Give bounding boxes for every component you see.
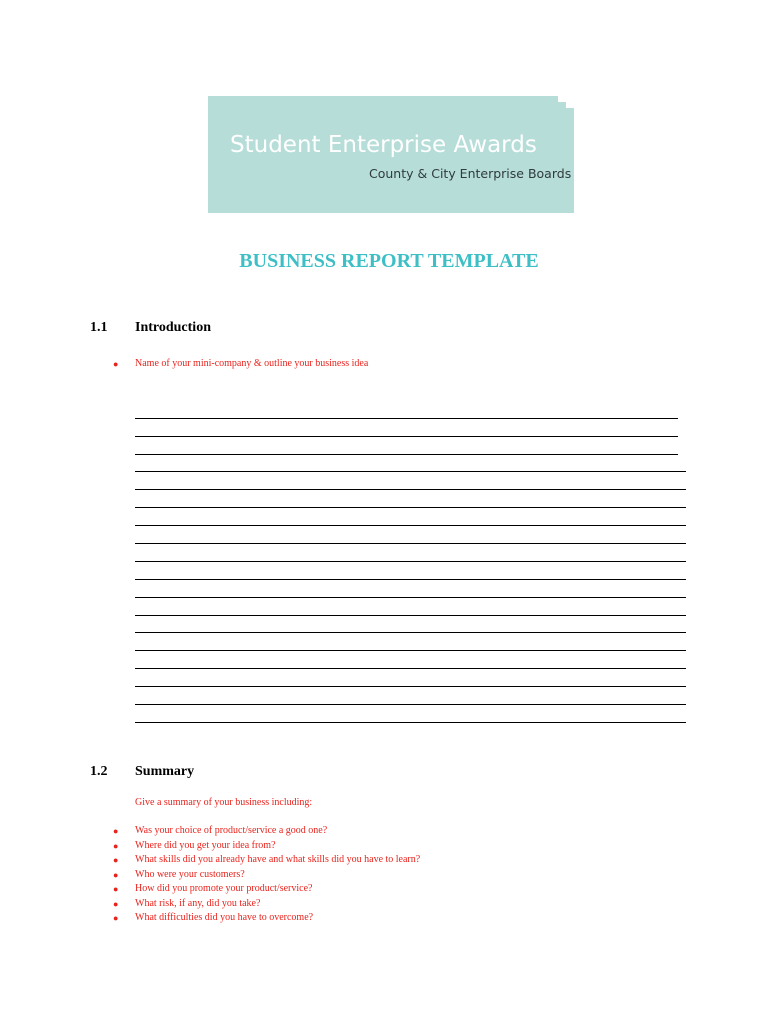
section-number-introduction: 1.1 xyxy=(90,320,108,335)
answer-line xyxy=(135,561,686,562)
answer-line xyxy=(135,615,686,616)
list-item xyxy=(113,853,420,868)
summary-prompt: Give a summary of your business including: xyxy=(135,797,313,808)
list-item xyxy=(113,868,420,883)
section-number-summary: 1.2 xyxy=(90,764,108,779)
answer-line xyxy=(135,686,686,687)
answer-line xyxy=(135,525,686,526)
bullet-text: Where did you get your idea from? xyxy=(135,839,276,851)
bullet-icon: ● xyxy=(113,913,119,923)
bullet-text: Name of your mini-company & outline your business idea xyxy=(135,358,369,369)
list-item xyxy=(113,839,420,854)
student-enterprise-awards-logo xyxy=(208,96,574,213)
logo-title: Student Enterprise Awards xyxy=(230,132,537,158)
bullet-icon: ● xyxy=(113,826,119,836)
section-title-introduction: Introduction xyxy=(135,320,211,335)
bullet-text: What difficulties did you have to overcome? xyxy=(135,912,314,923)
bullet-icon: ● xyxy=(113,898,119,909)
bullet-icon: ● xyxy=(113,869,119,880)
answer-line xyxy=(135,436,678,437)
answer-line xyxy=(135,722,686,723)
answer-line xyxy=(135,668,686,669)
bullet-icon: ● xyxy=(113,840,119,851)
answer-line xyxy=(135,543,686,544)
answer-line xyxy=(135,507,686,508)
logo-subtitle: County & City Enterprise Boards xyxy=(369,166,572,181)
document-title: BUSINESS REPORT TEMPLATE xyxy=(239,250,539,272)
list-item xyxy=(113,882,420,897)
answer-line xyxy=(135,597,686,598)
answer-line xyxy=(135,418,678,419)
bullet-text: What skills did you already have and what skills did you have to learn? xyxy=(135,854,421,865)
answer-line xyxy=(135,579,686,580)
bullet-text: Was your choice of product/service a good one? xyxy=(135,825,328,836)
summary-bullet-list xyxy=(113,824,420,926)
answer-line xyxy=(135,632,686,633)
list-item xyxy=(113,911,420,926)
bullet-text: What risk, if any, did you take? xyxy=(135,897,261,909)
answer-line xyxy=(135,650,686,651)
bullet-text: Who were your customers? xyxy=(135,868,245,880)
answer-line xyxy=(135,489,686,490)
answer-line xyxy=(135,471,686,472)
list-item xyxy=(113,897,420,912)
section-title-summary: Summary xyxy=(135,764,195,779)
introduction-bullet-list xyxy=(113,357,368,372)
bullet-icon: ● xyxy=(113,855,119,865)
bullet-text: How did you promote your product/service? xyxy=(135,883,313,894)
list-item xyxy=(113,824,420,839)
answer-line xyxy=(135,704,686,705)
answer-line xyxy=(135,454,678,455)
bullet-icon: ● xyxy=(113,359,119,369)
list-item xyxy=(113,357,368,372)
bullet-icon: ● xyxy=(113,884,119,894)
